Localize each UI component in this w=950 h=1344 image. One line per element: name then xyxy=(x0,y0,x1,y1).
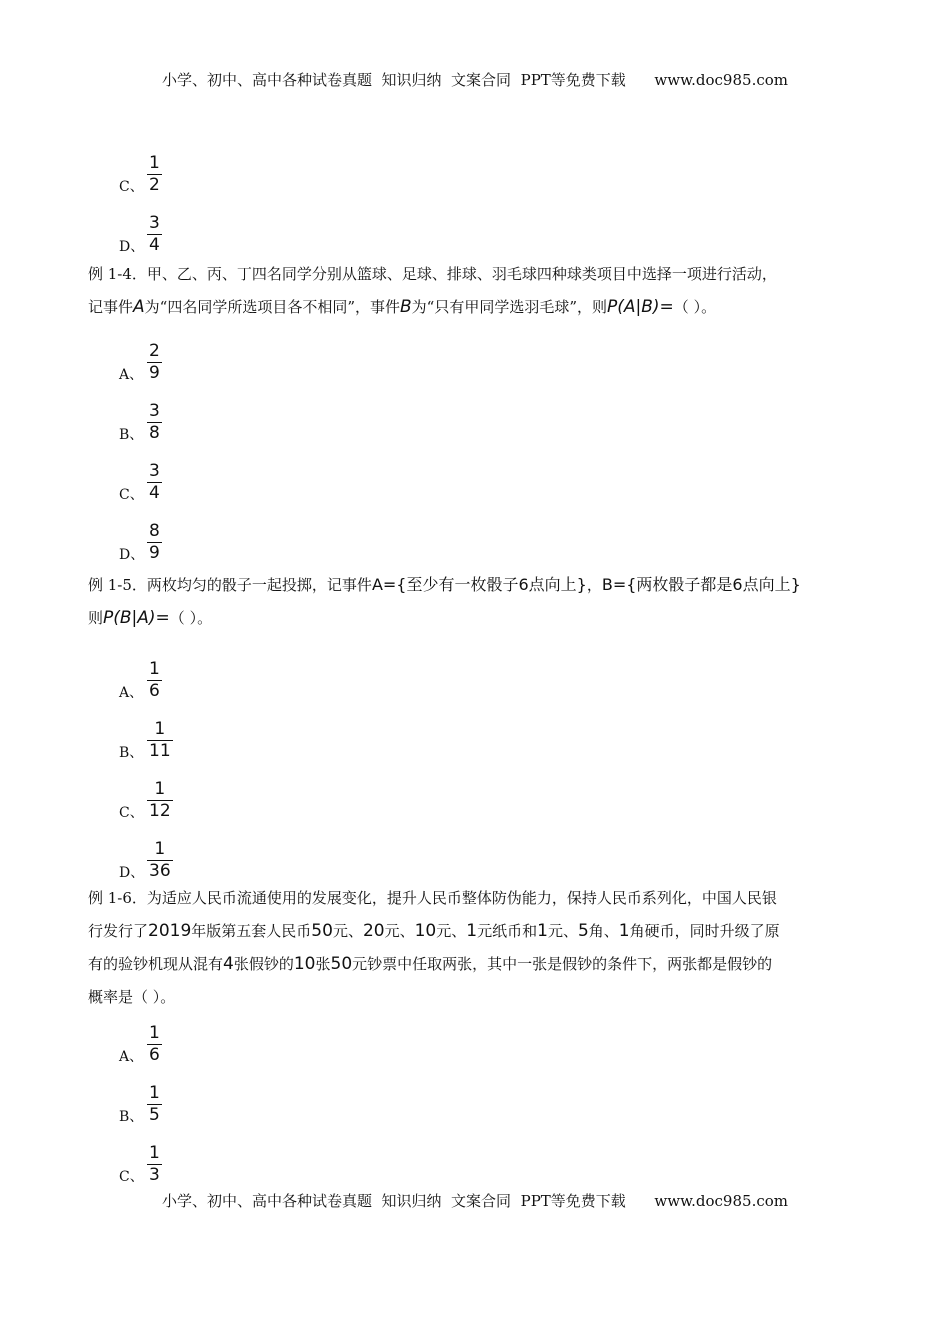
fraction xyxy=(147,521,162,564)
fraction xyxy=(147,401,162,444)
text: 角、 xyxy=(588,922,619,940)
fraction xyxy=(147,719,173,762)
denominator: 9 xyxy=(149,363,160,383)
text: 例 1-5．两枚均匀的骰子一起投掷，记事件 xyxy=(88,576,372,594)
text: 年版第五套人民币 xyxy=(191,922,312,940)
text: 元、 xyxy=(436,922,467,940)
question-1-5 xyxy=(88,568,878,635)
denominator: 12 xyxy=(149,801,171,821)
fraction xyxy=(147,1143,162,1186)
text: 元、 xyxy=(384,922,415,940)
option-label: A、 xyxy=(119,1049,144,1065)
number: 2019 xyxy=(148,921,192,941)
denominator: 36 xyxy=(149,861,171,881)
denominator: 9 xyxy=(149,543,160,563)
numerator: 1 xyxy=(149,659,160,679)
option-label: C、 xyxy=(119,805,144,821)
text: 张 xyxy=(315,955,331,973)
question-line: 例 1-6．为适应人民币流通使用的发展变化，提升人民币整体防伪能力，保持人民币系列化，中国人民银 xyxy=(88,889,777,907)
math-var: B xyxy=(400,297,412,317)
question-1-6 xyxy=(88,882,878,1014)
option-label: C、 xyxy=(119,1169,144,1185)
fraction xyxy=(147,659,162,702)
number: 4 xyxy=(223,954,234,974)
number: 50 xyxy=(311,921,333,941)
numerator: 1 xyxy=(147,719,173,741)
denominator: 5 xyxy=(149,1105,160,1125)
denominator: 2 xyxy=(149,175,160,195)
text: 元钞票中任取两张，其中一张是假钞的条件下，两张都是假钞的 xyxy=(352,955,773,973)
option-label: C、 xyxy=(119,487,144,503)
numerator: 1 xyxy=(147,839,173,861)
math-set: A={至少有一枚骰子6点向上} xyxy=(371,575,587,594)
number: 1 xyxy=(466,921,478,941)
math-set: B={两枚骰子都是6点向上} xyxy=(601,575,801,594)
page-footer: 小学、初中、高中各种试卷真题 知识归纳 文案合同 PPT等免费下载 www.doc985.com xyxy=(161,1192,788,1210)
question-1-4 xyxy=(88,258,878,324)
text: ， xyxy=(586,576,602,594)
text: 为“四名同学所选项目各不相同”，事件 xyxy=(144,298,400,316)
answer-blank: （ ）。 xyxy=(169,609,213,627)
option-label: D、 xyxy=(119,239,145,255)
number: 1 xyxy=(537,921,548,941)
text: 张假钞的 xyxy=(233,955,294,973)
numerator: 8 xyxy=(149,521,160,541)
number: 50 xyxy=(330,954,353,974)
option-label: B、 xyxy=(119,1109,144,1125)
fraction xyxy=(147,779,173,822)
question-line: 例 1-4．甲、乙、丙、丁四名同学分别从篮球、足球、排球、羽毛球四种球类项目中选择一项进行活动， xyxy=(88,265,777,283)
fraction xyxy=(147,1083,162,1126)
text: 元、 xyxy=(332,922,363,940)
text: 行发行了 xyxy=(88,922,149,940)
option-label: B、 xyxy=(119,745,144,761)
option-label: D、 xyxy=(119,547,145,563)
denominator: 6 xyxy=(149,681,160,701)
question-line xyxy=(88,568,878,602)
fraction xyxy=(147,839,173,882)
fraction xyxy=(147,153,162,196)
numerator: 2 xyxy=(149,341,160,361)
text: 记事件 xyxy=(88,298,134,316)
denominator: 4 xyxy=(149,483,160,503)
math-formula: P(A|B)= xyxy=(607,297,674,317)
numerator: 1 xyxy=(149,1023,160,1043)
text: 有的验钞机现从混有 xyxy=(88,955,224,973)
option-label: C、 xyxy=(119,179,144,195)
text: 为“只有甲同学选羽毛球”，则 xyxy=(411,298,608,316)
text: 元纸币和 xyxy=(477,922,538,940)
numerator: 3 xyxy=(149,461,160,481)
number: 20 xyxy=(362,921,385,941)
number: 5 xyxy=(577,921,589,941)
question-line xyxy=(88,915,878,948)
denominator: 11 xyxy=(149,741,171,761)
number: 10 xyxy=(293,954,316,974)
page-header: 小学、初中、高中各种试卷真题 知识归纳 文案合同 PPT等免费下载 www.doc985.com xyxy=(161,71,788,89)
denominator: 6 xyxy=(149,1045,160,1065)
text: 元、 xyxy=(547,922,578,940)
answer-blank: （ ）。 xyxy=(673,298,717,316)
fraction xyxy=(147,213,162,256)
number: 1 xyxy=(618,921,630,941)
option-label: A、 xyxy=(119,685,144,701)
numerator: 1 xyxy=(149,153,160,173)
question-line xyxy=(88,948,878,981)
denominator: 8 xyxy=(149,423,160,443)
numerator: 3 xyxy=(149,401,160,421)
fraction xyxy=(147,1023,162,1066)
numerator: 1 xyxy=(149,1143,160,1163)
numerator: 1 xyxy=(147,779,173,801)
number: 10 xyxy=(414,921,437,941)
fraction xyxy=(147,341,162,384)
fraction xyxy=(147,461,162,504)
option-label: D、 xyxy=(119,865,145,881)
math-formula: P(B|A)= xyxy=(103,608,170,628)
option-label: A、 xyxy=(119,367,144,383)
question-line: 概率是（ ）。 xyxy=(88,988,176,1006)
numerator: 1 xyxy=(149,1083,160,1103)
option-label: B、 xyxy=(119,427,144,443)
math-var: A xyxy=(133,297,145,317)
question-line xyxy=(88,291,878,324)
text: 则 xyxy=(88,609,104,627)
question-line xyxy=(88,602,878,635)
denominator: 3 xyxy=(149,1165,160,1185)
text: 角硬币，同时升级了原 xyxy=(629,922,780,940)
numerator: 3 xyxy=(149,213,160,233)
denominator: 4 xyxy=(149,235,160,255)
